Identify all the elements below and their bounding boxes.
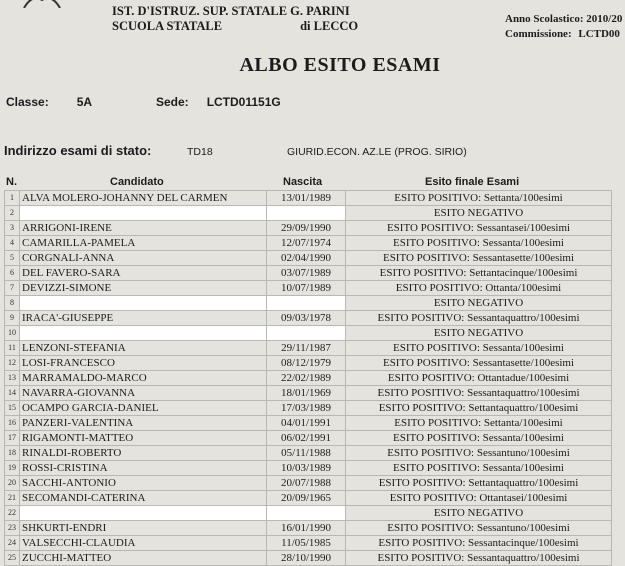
table-row	[5, 206, 612, 221]
table-row	[5, 311, 612, 326]
exam-result: ESITO POSITIVO: Ottanta/100esimi	[346, 281, 612, 296]
candidate-name: NAVARRA-GIOVANNA	[20, 386, 267, 401]
exam-result: ESITO NEGATIVO	[346, 506, 612, 521]
birth-date: 29/11/1987	[267, 341, 346, 356]
birth-date	[267, 296, 346, 311]
table-row	[5, 416, 612, 431]
school-city: di LECCO	[300, 19, 359, 33]
row-number: 8	[5, 296, 20, 311]
table-row	[5, 221, 612, 236]
row-number: 21	[5, 491, 20, 506]
table-row	[5, 491, 612, 506]
row-number: 19	[5, 461, 20, 476]
birth-date	[267, 326, 346, 341]
row-number: 5	[5, 251, 20, 266]
table-row	[5, 461, 612, 476]
candidate-name	[20, 206, 267, 221]
row-number: 7	[5, 281, 20, 296]
table-row	[5, 356, 612, 371]
exam-result: ESITO POSITIVO: Sessantaquattro/100esimi	[346, 311, 612, 326]
row-number: 16	[5, 416, 20, 431]
exam-result: ESITO POSITIVO: Sessantaquattro/100esimi	[346, 386, 612, 401]
column-header-result: Esito finale Esami	[425, 176, 520, 188]
candidate-name: LENZONI-STEFANIA	[20, 341, 267, 356]
exam-info	[505, 12, 622, 42]
class-label: Classe:	[6, 95, 49, 109]
row-number: 3	[5, 221, 20, 236]
row-number: 11	[5, 341, 20, 356]
row-number: 9	[5, 311, 20, 326]
site-field	[156, 95, 281, 109]
row-number: 23	[5, 521, 20, 536]
table-row	[5, 476, 612, 491]
column-header-number: N.	[6, 176, 17, 188]
row-number: 24	[5, 536, 20, 551]
row-number: 10	[5, 326, 20, 341]
commission-value: LCTD00	[578, 28, 620, 40]
commission-label: Commissione:	[505, 28, 572, 40]
site-value: LCTD01151G	[206, 95, 281, 109]
table-row	[5, 386, 612, 401]
birth-date: 20/07/1988	[267, 476, 346, 491]
birth-date	[267, 506, 346, 521]
exam-result: ESITO POSITIVO: Sessantasei/100esimi	[346, 221, 612, 236]
birth-date: 22/02/1989	[267, 371, 346, 386]
table-row	[5, 371, 612, 386]
birth-date: 28/10/1990	[267, 551, 346, 566]
table-row	[5, 296, 612, 311]
candidate-name: CORGNALI-ANNA	[20, 251, 267, 266]
birth-date: 10/03/1989	[267, 461, 346, 476]
exam-result: ESITO POSITIVO: Ottantadue/100esimi	[346, 371, 612, 386]
table-row	[5, 251, 612, 266]
row-number: 14	[5, 386, 20, 401]
candidate-name: ROSSI-CRISTINA	[20, 461, 267, 476]
school-year: Anno Scolastico: 2010/20	[505, 13, 623, 25]
candidate-name: ARRIGONI-IRENE	[20, 221, 267, 236]
curriculum-description: GIURID.ECON. AZ.LE (PROG. SIRIO)	[287, 146, 467, 158]
exam-result: ESITO POSITIVO: Sessantasette/100esimi	[346, 356, 612, 371]
table-row	[5, 281, 612, 296]
row-number: 17	[5, 431, 20, 446]
exam-result: ESITO POSITIVO: Settanta/100esimi	[346, 416, 612, 431]
exam-result: ESITO POSITIVO: Sessanta/100esimi	[346, 236, 612, 251]
candidate-name	[20, 296, 267, 311]
birth-date: 05/11/1988	[267, 446, 346, 461]
row-number: 4	[5, 236, 20, 251]
row-number: 25	[5, 551, 20, 566]
candidate-name: RINALDI-ROBERTO	[20, 446, 267, 461]
school-crest-icon	[22, 0, 62, 8]
exam-result: ESITO POSITIVO: Sessanta/100esimi	[346, 461, 612, 476]
birth-date: 03/07/1989	[267, 266, 346, 281]
row-number: 1	[5, 191, 20, 206]
birth-date: 16/01/1990	[267, 521, 346, 536]
institute-name: IST. D'ISTRUZ. SUP. STATALE G. PARINI	[112, 4, 350, 18]
table-row	[5, 341, 612, 356]
exam-result: ESITO POSITIVO: Settanta/100esimi	[346, 191, 612, 206]
exam-result: ESITO POSITIVO: Sessantacinque/100esimi	[346, 536, 612, 551]
candidate-name: SACCHI-ANTONIO	[20, 476, 267, 491]
table-row	[5, 191, 612, 206]
exam-result: ESITO POSITIVO: Settantacinque/100esimi	[346, 266, 612, 281]
page-title: ALBO ESITO ESAMI	[239, 54, 441, 76]
table-row	[5, 551, 612, 566]
row-number: 20	[5, 476, 20, 491]
birth-date: 09/03/1978	[267, 311, 346, 326]
candidate-name	[20, 326, 267, 341]
table-row	[5, 326, 612, 341]
row-number: 6	[5, 266, 20, 281]
exam-result: ESITO NEGATIVO	[346, 206, 612, 221]
row-number: 22	[5, 506, 20, 521]
candidate-name	[20, 506, 267, 521]
candidate-name: DEL FAVERO-SARA	[20, 266, 267, 281]
column-header-birthdate: Nascita	[283, 176, 323, 188]
birth-date: 06/02/1991	[267, 431, 346, 446]
table-row	[5, 521, 612, 536]
class-field	[6, 95, 92, 109]
birth-date: 10/07/1989	[267, 281, 346, 296]
exam-result: ESITO POSITIVO: Sessanta/100esimi	[346, 431, 612, 446]
birth-date: 11/05/1985	[267, 536, 346, 551]
birth-date: 29/09/1990	[267, 221, 346, 236]
site-label: Sede:	[156, 95, 189, 109]
candidate-name: VALSECCHI-CLAUDIA	[20, 536, 267, 551]
institute-header	[112, 4, 358, 34]
exam-result: ESITO POSITIVO: Sessanta/100esimi	[346, 341, 612, 356]
row-number: 18	[5, 446, 20, 461]
row-number: 13	[5, 371, 20, 386]
exam-result: ESITO NEGATIVO	[346, 296, 612, 311]
table-row	[5, 266, 612, 281]
candidate-name: MARRAMALDO-MARCO	[20, 371, 267, 386]
exam-result: ESITO POSITIVO: Ottantasei/100esimi	[346, 491, 612, 506]
exam-result: ESITO POSITIVO: Settantaquattro/100esimi	[346, 476, 612, 491]
candidate-name: SHKURTI-ENDRI	[20, 521, 267, 536]
birth-date: 08/12/1979	[267, 356, 346, 371]
exam-result: ESITO POSITIVO: Sessantaquattro/100esimi	[346, 551, 612, 566]
candidate-name: RIGAMONTI-MATTEO	[20, 431, 267, 446]
exam-result: ESITO POSITIVO: Sessantuno/100esimi	[346, 521, 612, 536]
class-value: 5A	[76, 95, 93, 109]
birth-date: 04/01/1991	[267, 416, 346, 431]
candidate-name: IRACA'-GIUSEPPE	[20, 311, 267, 326]
table-row	[5, 236, 612, 251]
exam-result: ESITO POSITIVO: Sessantuno/100esimi	[346, 446, 612, 461]
candidate-name: OCAMPO GARCIA-DANIEL	[20, 401, 267, 416]
birth-date: 20/09/1965	[267, 491, 346, 506]
exam-result: ESITO NEGATIVO	[346, 326, 612, 341]
row-number: 2	[5, 206, 20, 221]
birth-date: 02/04/1990	[267, 251, 346, 266]
table-row	[5, 536, 612, 551]
birth-date: 17/03/1989	[267, 401, 346, 416]
candidate-name: ALVA MOLERO-JOHANNY DEL CARMEN	[20, 191, 267, 206]
candidate-name: SECOMANDI-CATERINA	[20, 491, 267, 506]
birth-date	[267, 206, 346, 221]
school-type: SCUOLA STATALE	[112, 19, 223, 33]
exam-result: ESITO POSITIVO: Settantaquattro/100esimi	[346, 401, 612, 416]
candidate-name: ZUCCHI-MATTEO	[20, 551, 267, 566]
candidate-name: CAMARILLA-PAMELA	[20, 236, 267, 251]
birth-date: 18/01/1969	[267, 386, 346, 401]
table-row	[5, 446, 612, 461]
birth-date: 13/01/1989	[267, 191, 346, 206]
birth-date: 12/07/1974	[267, 236, 346, 251]
row-number: 15	[5, 401, 20, 416]
column-header-candidate: Candidato	[110, 176, 164, 188]
curriculum-label: Indirizzo esami di stato:	[4, 143, 152, 158]
candidate-name: DEVIZZI-SIMONE	[20, 281, 267, 296]
exam-result: ESITO POSITIVO: Sessantasette/100esimi	[346, 251, 612, 266]
candidate-name: LOSI-FRANCESCO	[20, 356, 267, 371]
candidate-name: PANZERI-VALENTINA	[20, 416, 267, 431]
table-row	[5, 506, 612, 521]
table-row	[5, 431, 612, 446]
results-table	[4, 190, 612, 566]
row-number: 12	[5, 356, 20, 371]
table-row	[5, 401, 612, 416]
curriculum-code: TD18	[187, 146, 213, 158]
